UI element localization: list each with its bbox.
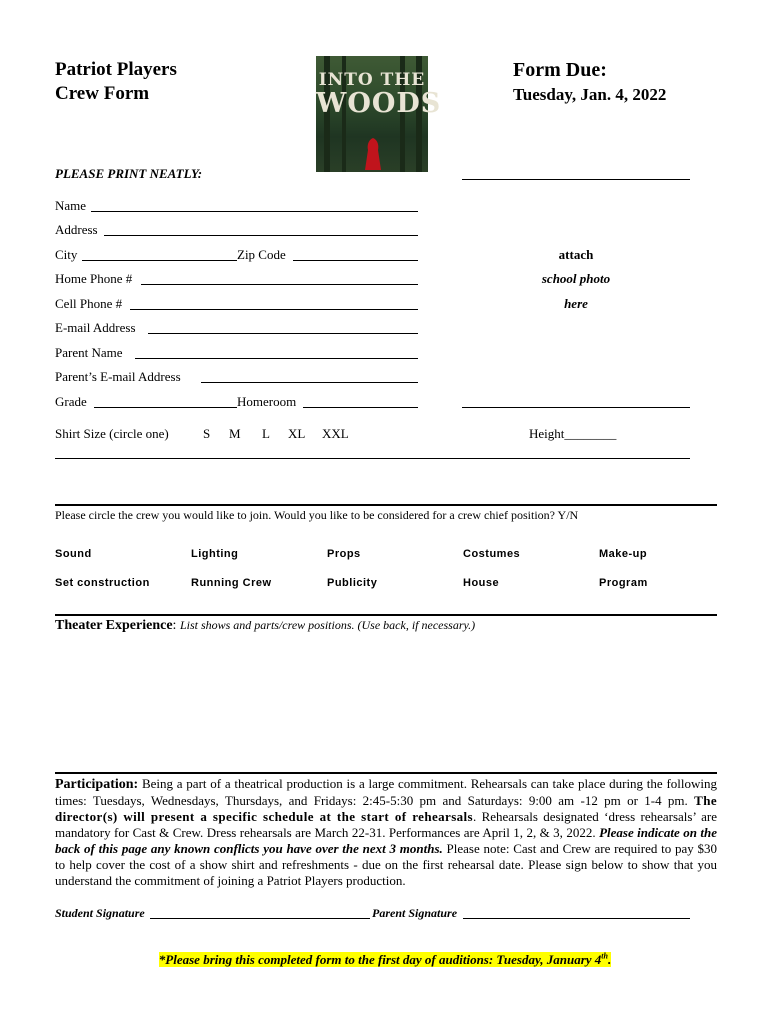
print-neatly-note: PLEASE PRINT NEATLY: — [55, 166, 203, 181]
crew-house[interactable]: House — [463, 577, 500, 589]
poster-title-line-2: WOODS — [316, 88, 442, 119]
crew-running-crew[interactable]: Running Crew — [191, 577, 272, 589]
crew-costumes[interactable]: Costumes — [463, 548, 521, 560]
home-phone-label: Home Phone # — [55, 271, 133, 286]
photo-box-top-line — [462, 179, 690, 180]
footer-reminder — [0, 952, 770, 968]
height-field[interactable]: Height________ — [529, 426, 617, 441]
cell-phone-label: Cell Phone # — [55, 296, 123, 311]
theater-experience-area[interactable] — [55, 640, 717, 768]
crew-lighting[interactable]: Lighting — [191, 548, 239, 560]
crew-program[interactable]: Program — [599, 577, 648, 589]
student-signature-line[interactable] — [150, 918, 370, 919]
theater-experience-heading: Theater Experience: List shows and parts/crew positions. (Use back, if necessary.) — [55, 618, 476, 633]
homeroom-label: Homeroom — [237, 394, 297, 409]
parent-signature-line[interactable] — [463, 918, 690, 919]
shirt-size-s[interactable]: S — [203, 426, 211, 441]
form-title — [55, 58, 177, 106]
footer-highlight: *Please bring this completed form to the first day of auditions: Tuesday, January 4th. — [158, 952, 612, 968]
title-line-2: Crew Form — [55, 83, 150, 104]
form-due-label: Form Due: — [513, 59, 607, 81]
photo-here-text: here — [564, 296, 588, 311]
into-the-woods-poster — [316, 56, 442, 172]
shirt-size-m[interactable]: M — [229, 426, 241, 441]
shirt-section-underline — [55, 458, 690, 459]
zip-code-label: Zip Code — [237, 247, 286, 262]
address-label: Address — [55, 222, 98, 237]
photo-school-text: school photo — [541, 271, 611, 286]
name-label: Name — [55, 198, 87, 213]
participation-label: Participation: — [55, 777, 139, 792]
shirt-size-l[interactable]: L — [262, 426, 270, 441]
theater-experience-label: Theater Experience — [55, 618, 173, 633]
crew-sound[interactable]: Sound — [55, 548, 92, 560]
theater-experience-note: List shows and parts/crew positions. (Use back, if necessary.) — [179, 618, 476, 632]
photo-box-bottom-line — [462, 407, 690, 408]
shirt-size-xxl[interactable]: XXL — [322, 426, 349, 441]
photo-attach-text: attach — [558, 247, 594, 262]
participation-paragraph: Participation: Being a part of a theatrical production is a large commitment. Rehearsals can take place during the following times: Tuesdays, Wednesdays, Thursdays, and Fridays: 2:45-5:30 pm and Saturdays: 9:00 am -12 pm or 1-4 pm. The director(s) will present a specific schedule at the start of rehearsals. Rehearsals designated ‘dress rehearsals’ are mandatory for Cast & Crew. Dress rehearsals are March 22-31. Performances are April 1, 2, & 3, 2022. Please indicate on the back of this page any known conflicts you have over the next 3 months. Please note: Cast and Crew are required to pay $30 to help cover the cost of a show shirt and refreshments - due on the first rehearsal date. Please sign below to show that you understand the commitment of joining a Patriot Players production. — [55, 776, 718, 888]
parent-email-label: Parent’s E-mail Address — [55, 369, 181, 384]
email-label: E-mail Address — [55, 320, 136, 335]
poster-title-line-1: INTO THE — [318, 70, 426, 90]
shirt-size-label: Shirt Size (circle one) — [55, 426, 169, 441]
crew-publicity[interactable]: Publicity — [327, 577, 378, 589]
red-riding-hood-icon — [364, 136, 382, 170]
crew-props[interactable]: Props — [327, 548, 361, 560]
parent-name-label: Parent Name — [55, 345, 123, 360]
experience-section-top-rule — [55, 614, 717, 616]
crew-makeup[interactable]: Make-up — [599, 548, 648, 560]
form-due-date: Tuesday, Jan. 4, 2022 — [513, 85, 667, 104]
grade-label: Grade — [55, 394, 87, 409]
crew-section-top-rule — [55, 504, 717, 506]
crew-set-construction[interactable]: Set construction — [55, 577, 150, 589]
shirt-size-xl[interactable]: XL — [288, 426, 306, 441]
parent-signature-label: Parent Signature — [372, 906, 458, 920]
crew-prompt: Please circle the crew you would like to join. Would you like to be considered for a crew chief position? Y/N — [55, 508, 579, 522]
participation-section-top-rule — [55, 772, 717, 774]
city-label: City — [55, 247, 78, 262]
student-signature-label: Student Signature — [55, 906, 145, 920]
title-line-1: Patriot Players — [55, 59, 177, 80]
